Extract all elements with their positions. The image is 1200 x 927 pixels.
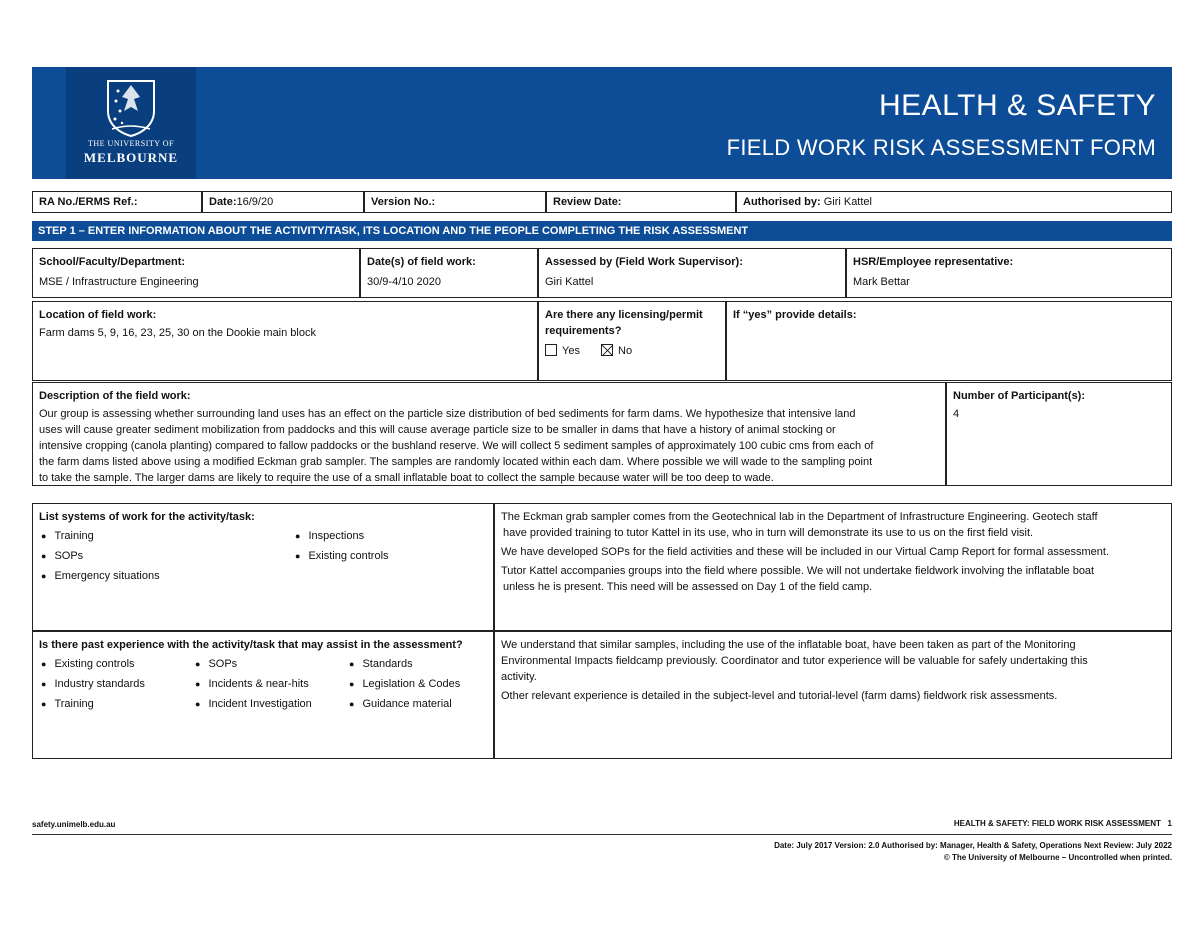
permit-details-field[interactable] [726,301,1172,381]
form-subtitle: FIELD WORK RISK ASSESSMENT FORM [726,135,1156,160]
experience-list-col2 [195,654,312,714]
authorised-by-field[interactable] [736,191,1172,213]
permit-field [538,301,726,381]
hsr-label: HSR/Employee representative: [853,256,1014,268]
date-field[interactable] [202,191,364,213]
text-line: activity. [501,671,537,683]
ra-number-label: RA No./ERMS Ref.: [39,196,138,208]
no-label: No [618,345,633,357]
hsr-value: Mark Bettar [853,276,910,288]
list-item: ● Incidents & near-hits [195,674,312,694]
assessed-by-field[interactable] [538,248,846,298]
text-line: unless he is present. This need will be assessed on Day 1 of the field camp. [503,581,873,593]
list-item: ● Emergency situations [41,566,160,586]
list-item: ● Guidance material [349,694,460,714]
date-value: 16/9/20 [236,196,274,208]
authorised-by-value: Giri Kattel [823,196,872,208]
description-line: intensive cropping (canola planting) compared to fallow paddocks or the bushland reserve. We will collect 5 sediment samples of approximately 100 cubic cms from each of [39,440,874,452]
systems-response[interactable] [494,503,1172,631]
date-label: Date: [209,196,237,208]
ra-number-field[interactable] [32,191,202,213]
review-date-label: Review Date: [553,196,622,208]
location-field[interactable] [32,301,538,381]
review-date-field[interactable] [546,191,736,213]
description-line: Our group is assessing whether surrounding land uses has an effect on the particle size distribution of bed sediments for farm dams. We hypothesize that intensive land [39,408,856,420]
list-item: ● SOPs [195,654,312,674]
text-line: Other relevant experience is detailed in the subject-level and tutorial-level (farm dams) fieldwork risk assessments. [501,690,1058,702]
footer-doc-info: Date: July 2017 Version: 2.0 Authorised by: Manager, Health & Safety, Operations Next Review: July 2022 [774,841,1172,850]
school-value: MSE / Infrastructure Engineering [39,276,199,288]
crest-icon [104,77,158,137]
text-line: We have developed SOPs for the field activities and these will be included in our Virtual Camp Report for formal assessment. [501,546,1109,558]
form-title: HEALTH & SAFETY [878,89,1156,122]
description-label: Description of the field work: [39,390,191,402]
list-item: ● Standards [349,654,460,674]
assessed-by-label: Assessed by (Field Work Supervisor): [545,256,743,268]
permit-details-label: If “yes” provide details: [733,309,857,321]
page-number: 1 [1167,819,1172,828]
participants-field[interactable] [946,382,1172,486]
location-label: Location of field work: [39,309,157,321]
list-item: ● Existing controls [295,546,389,566]
participants-value: 4 [953,408,960,420]
experience-list-col3 [349,654,460,714]
text-line: Environmental Impacts fieldcamp previously. Coordinator and tutor experience will be valuable for safely undertaking this [501,655,1088,667]
fieldwork-dates-label: Date(s) of field work: [367,256,476,268]
school-field[interactable] [32,248,360,298]
form-header [32,67,1172,179]
university-logo [66,67,196,179]
footer-copyright: © The University of Melbourne – Uncontrolled when printed. [943,853,1172,862]
version-field[interactable] [364,191,546,213]
list-item: ● Inspections [295,526,389,546]
assessed-by-value: Giri Kattel [545,276,594,288]
list-item: ● Industry standards [41,674,145,694]
school-label: School/Faculty/Department: [39,256,186,268]
text-line: We understand that similar samples, including the use of the inflatable boat, have been taken as part of the Monitoring [501,639,1076,651]
footer-divider [32,834,1172,835]
list-item: ● Existing controls [41,654,145,674]
experience-list-col1 [41,654,145,714]
step1-heading: STEP 1 – ENTER INFORMATION ABOUT THE ACTIVITY/TASK, ITS LOCATION AND THE PEOPLE COMPLETING THE RISK ASSESSMENT [32,221,1172,241]
list-item: ● Incident Investigation [195,694,312,714]
list-item: ● Training [41,526,160,546]
hsr-field[interactable] [846,248,1172,298]
list-item: ● SOPs [41,546,160,566]
yes-checkbox[interactable] [545,344,557,356]
description-line: to take the sample. The larger dams are likely to require the use of a small inflatable boat to collect the sample because water will be too deep to wade. [39,472,774,484]
text-line: Tutor Kattel accompanies groups into the field where possible. We will not undertake fieldwork involving the inflatable boat [501,565,1095,577]
logo-line-1: THE UNIVERSITY OF [88,139,174,148]
authorised-by-label: Authorised by: [743,196,821,208]
description-field[interactable] [32,382,946,486]
systems-label: List systems of work for the activity/task: [39,511,255,523]
text-line: The Eckman grab sampler comes from the Geotechnical lab in the Department of Infrastructure Engineering. Geotech staff [501,511,1098,523]
list-item: ● Legislation & Codes [349,674,460,694]
past-experience-field [32,631,494,759]
footer-page-label [954,819,1172,828]
fieldwork-dates-value: 30/9-4/10 2020 [367,276,442,288]
description-line: the farm dams listed above using a modified Eckman grab sampler. The samples are randomly located within each dam. Where possible we will wade to the sampling point [39,456,873,468]
footer-form-name: HEALTH & SAFETY: FIELD WORK RISK ASSESSMENT [953,819,1161,828]
systems-of-work-field [32,503,494,631]
location-value: Farm dams 5, 9, 16, 23, 25, 30 on the Dookie main block [39,327,316,339]
footer-website[interactable]: safety.unimelb.edu.au [32,820,116,829]
permit-label: Are there any licensing/permit requirements? [545,309,703,337]
experience-label: Is there past experience with the activity/task that may assist in the assessment? [39,639,463,651]
version-label: Version No.: [371,196,436,208]
systems-list-col1 [41,526,160,586]
yes-label: Yes [562,345,580,357]
fieldwork-dates-field[interactable] [360,248,538,298]
no-checkbox[interactable] [601,344,613,356]
list-item: ● Training [41,694,145,714]
description-line: uses will cause greater sediment mobilization from paddocks and this will cause average particle size to be smaller in dams that have a history of animal stocking or [39,424,836,436]
logo-line-2: MELBOURNE [83,150,179,165]
experience-response[interactable] [494,631,1172,759]
text-line: have provided training to tutor Kattel in its use, who in turn will demonstrate its use to us on the first field visit. [503,527,1034,539]
participants-label: Number of Participant(s): [953,390,1086,402]
systems-list-col2 [295,526,389,566]
